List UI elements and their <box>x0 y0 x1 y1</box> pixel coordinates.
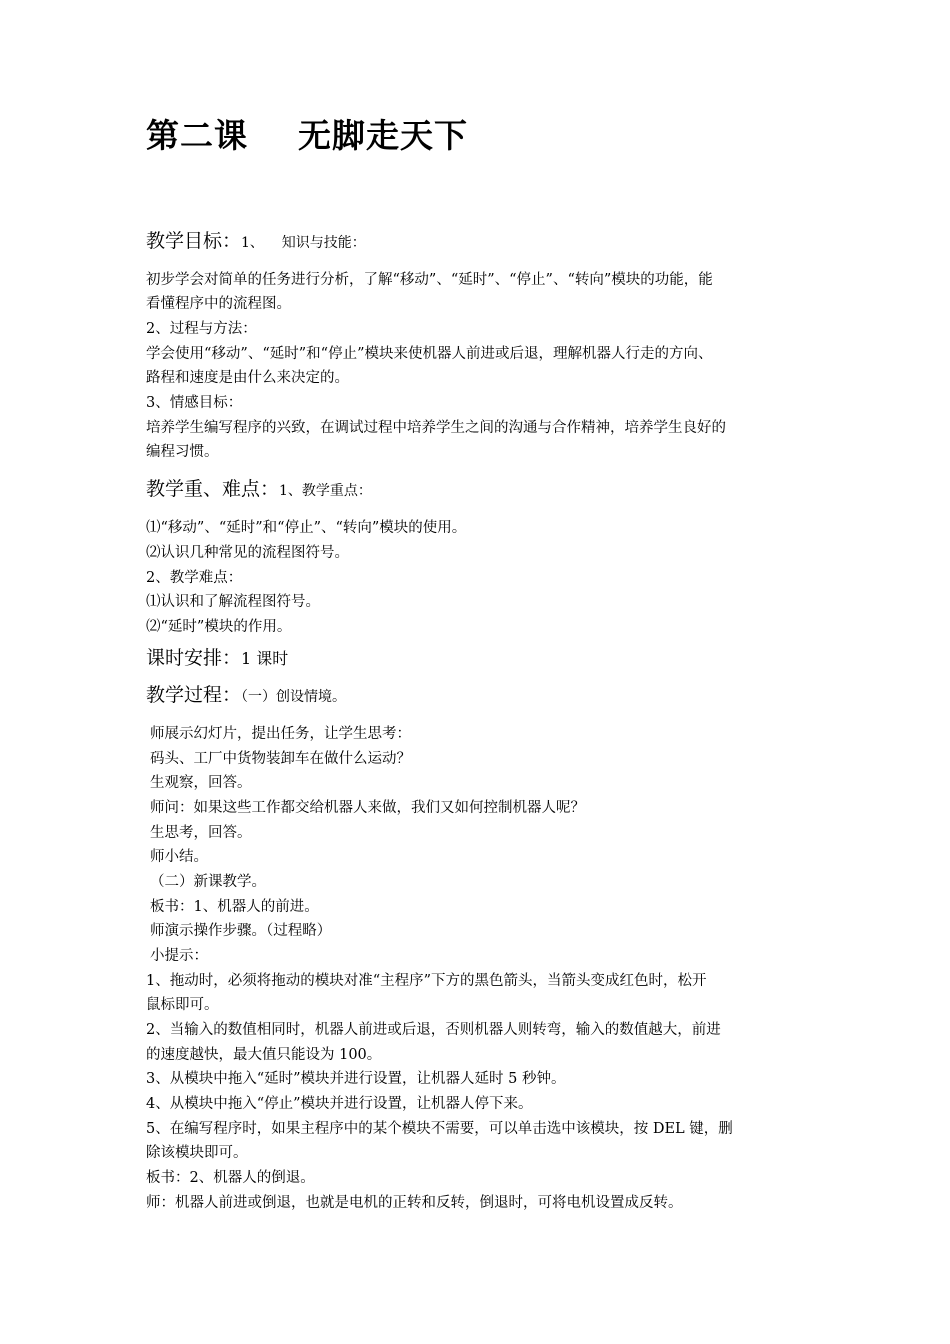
objectives-line: 看懂程序中的流程图。 <box>146 296 291 312</box>
process-label: 教学过程： <box>146 684 242 706</box>
keypoints-line: ⑴认识和了解流程图符号。 <box>146 594 320 610</box>
keypoints-line: ⑴“移动”、“延时”和“停止”、“转向”模块的使用。 <box>146 520 467 536</box>
objectives-line: 学会使用“移动”、“延时”和“停止”模块来使机器人前进或后退，理解机器人行走的方向、 <box>146 346 713 362</box>
process-line: 板书：2、机器人的倒退。 <box>146 1170 315 1186</box>
keypoints-heading <box>146 474 372 501</box>
process-line: 5、在编写程序时，如果主程序中的某个模块不需要，可以单击选中该模块，按 DEL 键，删 <box>146 1121 733 1137</box>
schedule-value: 1 课时 <box>241 649 289 668</box>
process-line: 2、当输入的数值相同时，机器人前进或后退，否则机器人则转弯，输入的数值越大，前进 <box>146 1022 721 1038</box>
objectives-heading <box>146 226 366 253</box>
lesson-title: 第二课 无脚走天下 <box>146 116 468 155</box>
process-indented-line: 生观察，回答。 <box>150 775 252 791</box>
process-indented-line: 板书：1、机器人的前进。 <box>150 899 319 915</box>
keypoints-label: 教学重、难点： <box>146 478 280 500</box>
objectives-line: 路程和速度是由什么来决定的。 <box>146 370 349 386</box>
keypoints-line: ⑵认识几种常见的流程图符号。 <box>146 545 349 561</box>
process-indented-line: 师小结。 <box>150 849 208 865</box>
objectives-line: 3、情感目标： <box>146 395 243 411</box>
objectives-inline: 1、 知识与技能： <box>241 235 366 251</box>
keypoints-line: ⑵“延时”模块的作用。 <box>146 619 292 635</box>
process-line: 3、从模块中拖入“延时”模块并进行设置，让机器人延时 5 秒钟。 <box>146 1071 566 1087</box>
process-inline: （一）创设情境。 <box>241 689 347 705</box>
objectives-label: 教学目标： <box>146 230 242 252</box>
objectives-line: 编程习惯。 <box>146 444 219 460</box>
process-indented-line: 码头、工厂中货物装卸车在做什么运动？ <box>150 751 411 767</box>
process-heading <box>146 680 346 707</box>
process-line: 除该模块即可。 <box>146 1145 248 1161</box>
keypoints-inline: 1、教学重点： <box>279 483 372 499</box>
objectives-line: 培养学生编写程序的兴致，在调试过程中培养学生之间的沟通与合作精神，培养学生良好的 <box>146 420 726 436</box>
process-line: 师：机器人前进或倒退，也就是电机的正转和反转，倒退时，可将电机设置成反转。 <box>146 1195 683 1211</box>
process-line: 4、从模块中拖入“停止”模块并进行设置，让机器人停下来。 <box>146 1096 533 1112</box>
process-indented-line: 师展示幻灯片，提出任务，让学生思考： <box>150 726 411 742</box>
objectives-line: 2、过程与方法： <box>146 321 257 337</box>
process-indented-line: （二）新课教学。 <box>150 874 266 890</box>
process-indented-line: 师演示操作步骤。（过程略） <box>150 923 332 939</box>
process-line: 鼠标即可。 <box>146 997 219 1013</box>
schedule-label: 课时安排： <box>146 647 242 669</box>
process-indented-line: 师问：如果这些工作都交给机器人来做，我们又如何控制机器人呢？ <box>150 800 585 816</box>
process-indented-line: 小提示： <box>150 948 208 964</box>
schedule-heading <box>146 643 288 670</box>
process-line: 的速度越快，最大值只能设为 100。 <box>146 1047 382 1063</box>
process-indented-line: 生思考，回答。 <box>150 825 252 841</box>
process-line: 1、拖动时，必须将拖动的模块对准“主程序”下方的黑色箭头，当箭头变成红色时，松开 <box>146 973 707 989</box>
objectives-line: 初步学会对简单的任务进行分析，了解“移动”、“延时”、“停止”、“转向”模块的功能，能 <box>146 272 713 288</box>
keypoints-line: 2、教学难点： <box>146 570 243 586</box>
